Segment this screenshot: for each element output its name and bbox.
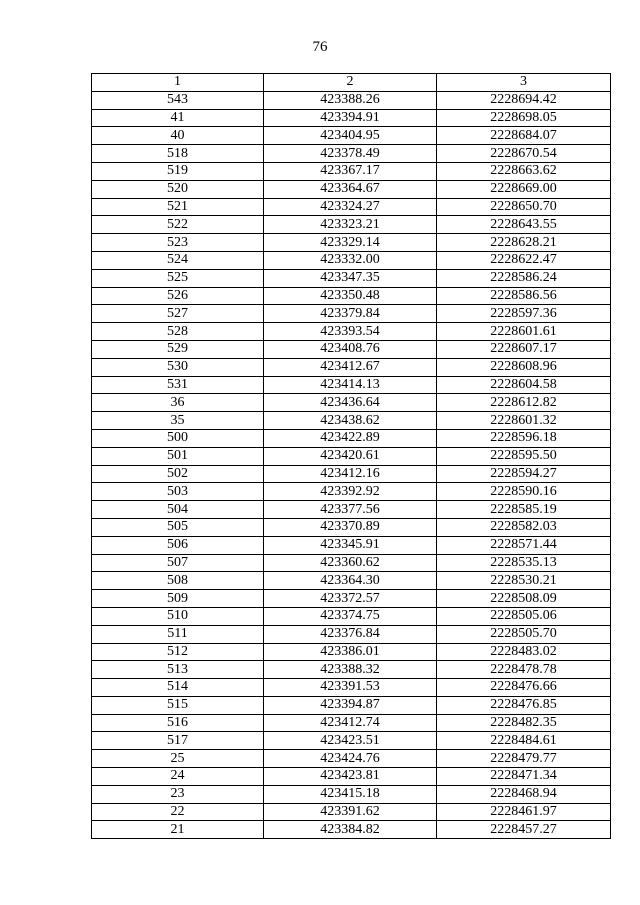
point-number-cell: 500	[92, 429, 264, 447]
x-coordinate-cell: 423404.95	[264, 127, 437, 145]
point-number-cell: 517	[92, 732, 264, 750]
y-coordinate-cell: 2228628.21	[437, 234, 611, 252]
table-row	[92, 643, 611, 661]
x-coordinate-cell: 423323.21	[264, 216, 437, 234]
table-row	[92, 785, 611, 803]
point-number-cell: 503	[92, 483, 264, 501]
table-row	[92, 447, 611, 465]
x-coordinate-cell: 423360.62	[264, 554, 437, 572]
table-row	[92, 607, 611, 625]
x-coordinate-cell: 423412.16	[264, 465, 437, 483]
y-coordinate-cell: 2228586.56	[437, 287, 611, 305]
point-number-cell: 531	[92, 376, 264, 394]
y-coordinate-cell: 2228508.09	[437, 590, 611, 608]
table-row	[92, 465, 611, 483]
x-coordinate-cell: 423414.13	[264, 376, 437, 394]
table-row	[92, 625, 611, 643]
point-number-cell: 509	[92, 590, 264, 608]
x-coordinate-cell: 423378.49	[264, 145, 437, 163]
point-number-cell: 518	[92, 145, 264, 163]
y-coordinate-cell: 2228601.61	[437, 323, 611, 341]
point-number-cell: 525	[92, 269, 264, 287]
y-coordinate-cell: 2228597.36	[437, 305, 611, 323]
x-coordinate-cell: 423393.54	[264, 323, 437, 341]
point-number-cell: 40	[92, 127, 264, 145]
point-number-cell: 512	[92, 643, 264, 661]
table-row	[92, 501, 611, 519]
y-coordinate-cell: 2228607.17	[437, 340, 611, 358]
column-header-x: 2	[264, 74, 437, 92]
table-body	[92, 91, 611, 838]
y-coordinate-cell: 2228698.05	[437, 109, 611, 127]
x-coordinate-cell: 423423.51	[264, 732, 437, 750]
point-number-cell: 22	[92, 803, 264, 821]
x-coordinate-cell: 423370.89	[264, 518, 437, 536]
x-coordinate-cell: 423394.91	[264, 109, 437, 127]
table-row	[92, 394, 611, 412]
point-number-cell: 24	[92, 768, 264, 786]
y-coordinate-cell: 2228484.61	[437, 732, 611, 750]
point-number-cell: 507	[92, 554, 264, 572]
y-coordinate-cell: 2228595.50	[437, 447, 611, 465]
y-coordinate-cell: 2228483.02	[437, 643, 611, 661]
page-number: 76	[312, 39, 328, 55]
point-number-cell: 526	[92, 287, 264, 305]
x-coordinate-cell: 423392.92	[264, 483, 437, 501]
point-number-cell: 523	[92, 234, 264, 252]
table-row	[92, 198, 611, 216]
x-coordinate-cell: 423345.91	[264, 536, 437, 554]
x-coordinate-cell: 423386.01	[264, 643, 437, 661]
x-coordinate-cell: 423408.76	[264, 340, 437, 358]
table-header	[92, 74, 611, 92]
x-coordinate-cell: 423324.27	[264, 198, 437, 216]
table-row	[92, 323, 611, 341]
table-row	[92, 590, 611, 608]
point-number-cell: 521	[92, 198, 264, 216]
x-coordinate-cell: 423391.53	[264, 679, 437, 697]
point-number-cell: 504	[92, 501, 264, 519]
x-coordinate-cell: 423420.61	[264, 447, 437, 465]
table-row	[92, 91, 611, 109]
point-number-cell: 515	[92, 696, 264, 714]
x-coordinate-cell: 423364.67	[264, 180, 437, 198]
table-row	[92, 750, 611, 768]
y-coordinate-cell: 2228670.54	[437, 145, 611, 163]
column-header-point-number: 1	[92, 74, 264, 92]
table-row	[92, 251, 611, 269]
table-row	[92, 340, 611, 358]
y-coordinate-cell: 2228586.24	[437, 269, 611, 287]
x-coordinate-cell: 423388.32	[264, 661, 437, 679]
table-row	[92, 234, 611, 252]
y-coordinate-cell: 2228663.62	[437, 162, 611, 180]
point-number-cell: 519	[92, 162, 264, 180]
y-coordinate-cell: 2228505.70	[437, 625, 611, 643]
table-row	[92, 412, 611, 430]
point-number-cell: 35	[92, 412, 264, 430]
y-coordinate-cell: 2228505.06	[437, 607, 611, 625]
x-coordinate-cell: 423394.87	[264, 696, 437, 714]
table-row	[92, 483, 611, 501]
x-coordinate-cell: 423412.67	[264, 358, 437, 376]
point-number-cell: 511	[92, 625, 264, 643]
point-number-cell: 520	[92, 180, 264, 198]
y-coordinate-cell: 2228457.27	[437, 821, 611, 839]
point-number-cell: 522	[92, 216, 264, 234]
point-number-cell: 508	[92, 572, 264, 590]
x-coordinate-cell: 423412.74	[264, 714, 437, 732]
y-coordinate-cell: 2228571.44	[437, 536, 611, 554]
point-number-cell: 25	[92, 750, 264, 768]
x-coordinate-cell: 423384.82	[264, 821, 437, 839]
y-coordinate-cell: 2228582.03	[437, 518, 611, 536]
point-number-cell: 506	[92, 536, 264, 554]
x-coordinate-cell: 423388.26	[264, 91, 437, 109]
y-coordinate-cell: 2228643.55	[437, 216, 611, 234]
x-coordinate-cell: 423377.56	[264, 501, 437, 519]
point-number-cell: 514	[92, 679, 264, 697]
x-coordinate-cell: 423350.48	[264, 287, 437, 305]
table-row	[92, 696, 611, 714]
x-coordinate-cell: 423372.57	[264, 590, 437, 608]
table-row	[92, 518, 611, 536]
x-coordinate-cell: 423374.75	[264, 607, 437, 625]
table-row	[92, 554, 611, 572]
table-row	[92, 216, 611, 234]
point-number-cell: 505	[92, 518, 264, 536]
point-number-cell: 524	[92, 251, 264, 269]
point-number-cell: 21	[92, 821, 264, 839]
x-coordinate-cell: 423436.64	[264, 394, 437, 412]
x-coordinate-cell: 423422.89	[264, 429, 437, 447]
table-row	[92, 109, 611, 127]
point-number-cell: 41	[92, 109, 264, 127]
y-coordinate-cell: 2228535.13	[437, 554, 611, 572]
y-coordinate-cell: 2228590.16	[437, 483, 611, 501]
y-coordinate-cell: 2228596.18	[437, 429, 611, 447]
y-coordinate-cell: 2228482.35	[437, 714, 611, 732]
point-number-cell: 36	[92, 394, 264, 412]
x-coordinate-cell: 423391.62	[264, 803, 437, 821]
point-number-cell: 501	[92, 447, 264, 465]
point-number-cell: 23	[92, 785, 264, 803]
y-coordinate-cell: 2228476.66	[437, 679, 611, 697]
point-number-cell: 516	[92, 714, 264, 732]
y-coordinate-cell: 2228530.21	[437, 572, 611, 590]
point-number-cell: 502	[92, 465, 264, 483]
table-row	[92, 305, 611, 323]
table-row	[92, 269, 611, 287]
x-coordinate-cell: 423423.81	[264, 768, 437, 786]
table-row	[92, 287, 611, 305]
y-coordinate-cell: 2228476.85	[437, 696, 611, 714]
x-coordinate-cell: 423438.62	[264, 412, 437, 430]
table-row	[92, 768, 611, 786]
x-coordinate-cell: 423329.14	[264, 234, 437, 252]
point-number-cell: 510	[92, 607, 264, 625]
y-coordinate-cell: 2228471.34	[437, 768, 611, 786]
x-coordinate-cell: 423332.00	[264, 251, 437, 269]
y-coordinate-cell: 2228468.94	[437, 785, 611, 803]
table-row	[92, 821, 611, 839]
table-row	[92, 145, 611, 163]
x-coordinate-cell: 423376.84	[264, 625, 437, 643]
point-number-cell: 513	[92, 661, 264, 679]
point-number-cell: 529	[92, 340, 264, 358]
y-coordinate-cell: 2228684.07	[437, 127, 611, 145]
table-row	[92, 180, 611, 198]
y-coordinate-cell: 2228461.97	[437, 803, 611, 821]
x-coordinate-cell: 423347.35	[264, 269, 437, 287]
x-coordinate-cell: 423367.17	[264, 162, 437, 180]
header-row	[92, 74, 611, 92]
y-coordinate-cell: 2228594.27	[437, 465, 611, 483]
table-row	[92, 358, 611, 376]
point-number-cell: 530	[92, 358, 264, 376]
y-coordinate-cell: 2228669.00	[437, 180, 611, 198]
table-row	[92, 429, 611, 447]
x-coordinate-cell: 423379.84	[264, 305, 437, 323]
table-row	[92, 661, 611, 679]
y-coordinate-cell: 2228612.82	[437, 394, 611, 412]
table-row	[92, 376, 611, 394]
table-row	[92, 732, 611, 750]
y-coordinate-cell: 2228650.70	[437, 198, 611, 216]
table-row	[92, 162, 611, 180]
y-coordinate-cell: 2228608.96	[437, 358, 611, 376]
table-row	[92, 679, 611, 697]
y-coordinate-cell: 2228604.58	[437, 376, 611, 394]
x-coordinate-cell: 423424.76	[264, 750, 437, 768]
y-coordinate-cell: 2228601.32	[437, 412, 611, 430]
table-row	[92, 127, 611, 145]
y-coordinate-cell: 2228622.47	[437, 251, 611, 269]
x-coordinate-cell: 423415.18	[264, 785, 437, 803]
point-number-cell: 527	[92, 305, 264, 323]
point-number-cell: 543	[92, 91, 264, 109]
table-row	[92, 536, 611, 554]
point-number-cell: 528	[92, 323, 264, 341]
y-coordinate-cell: 2228479.77	[437, 750, 611, 768]
y-coordinate-cell: 2228585.19	[437, 501, 611, 519]
table-row	[92, 803, 611, 821]
y-coordinate-cell: 2228694.42	[437, 91, 611, 109]
y-coordinate-cell: 2228478.78	[437, 661, 611, 679]
coordinates-table	[91, 73, 611, 839]
column-header-y: 3	[437, 74, 611, 92]
table-row	[92, 714, 611, 732]
x-coordinate-cell: 423364.30	[264, 572, 437, 590]
table-row	[92, 572, 611, 590]
